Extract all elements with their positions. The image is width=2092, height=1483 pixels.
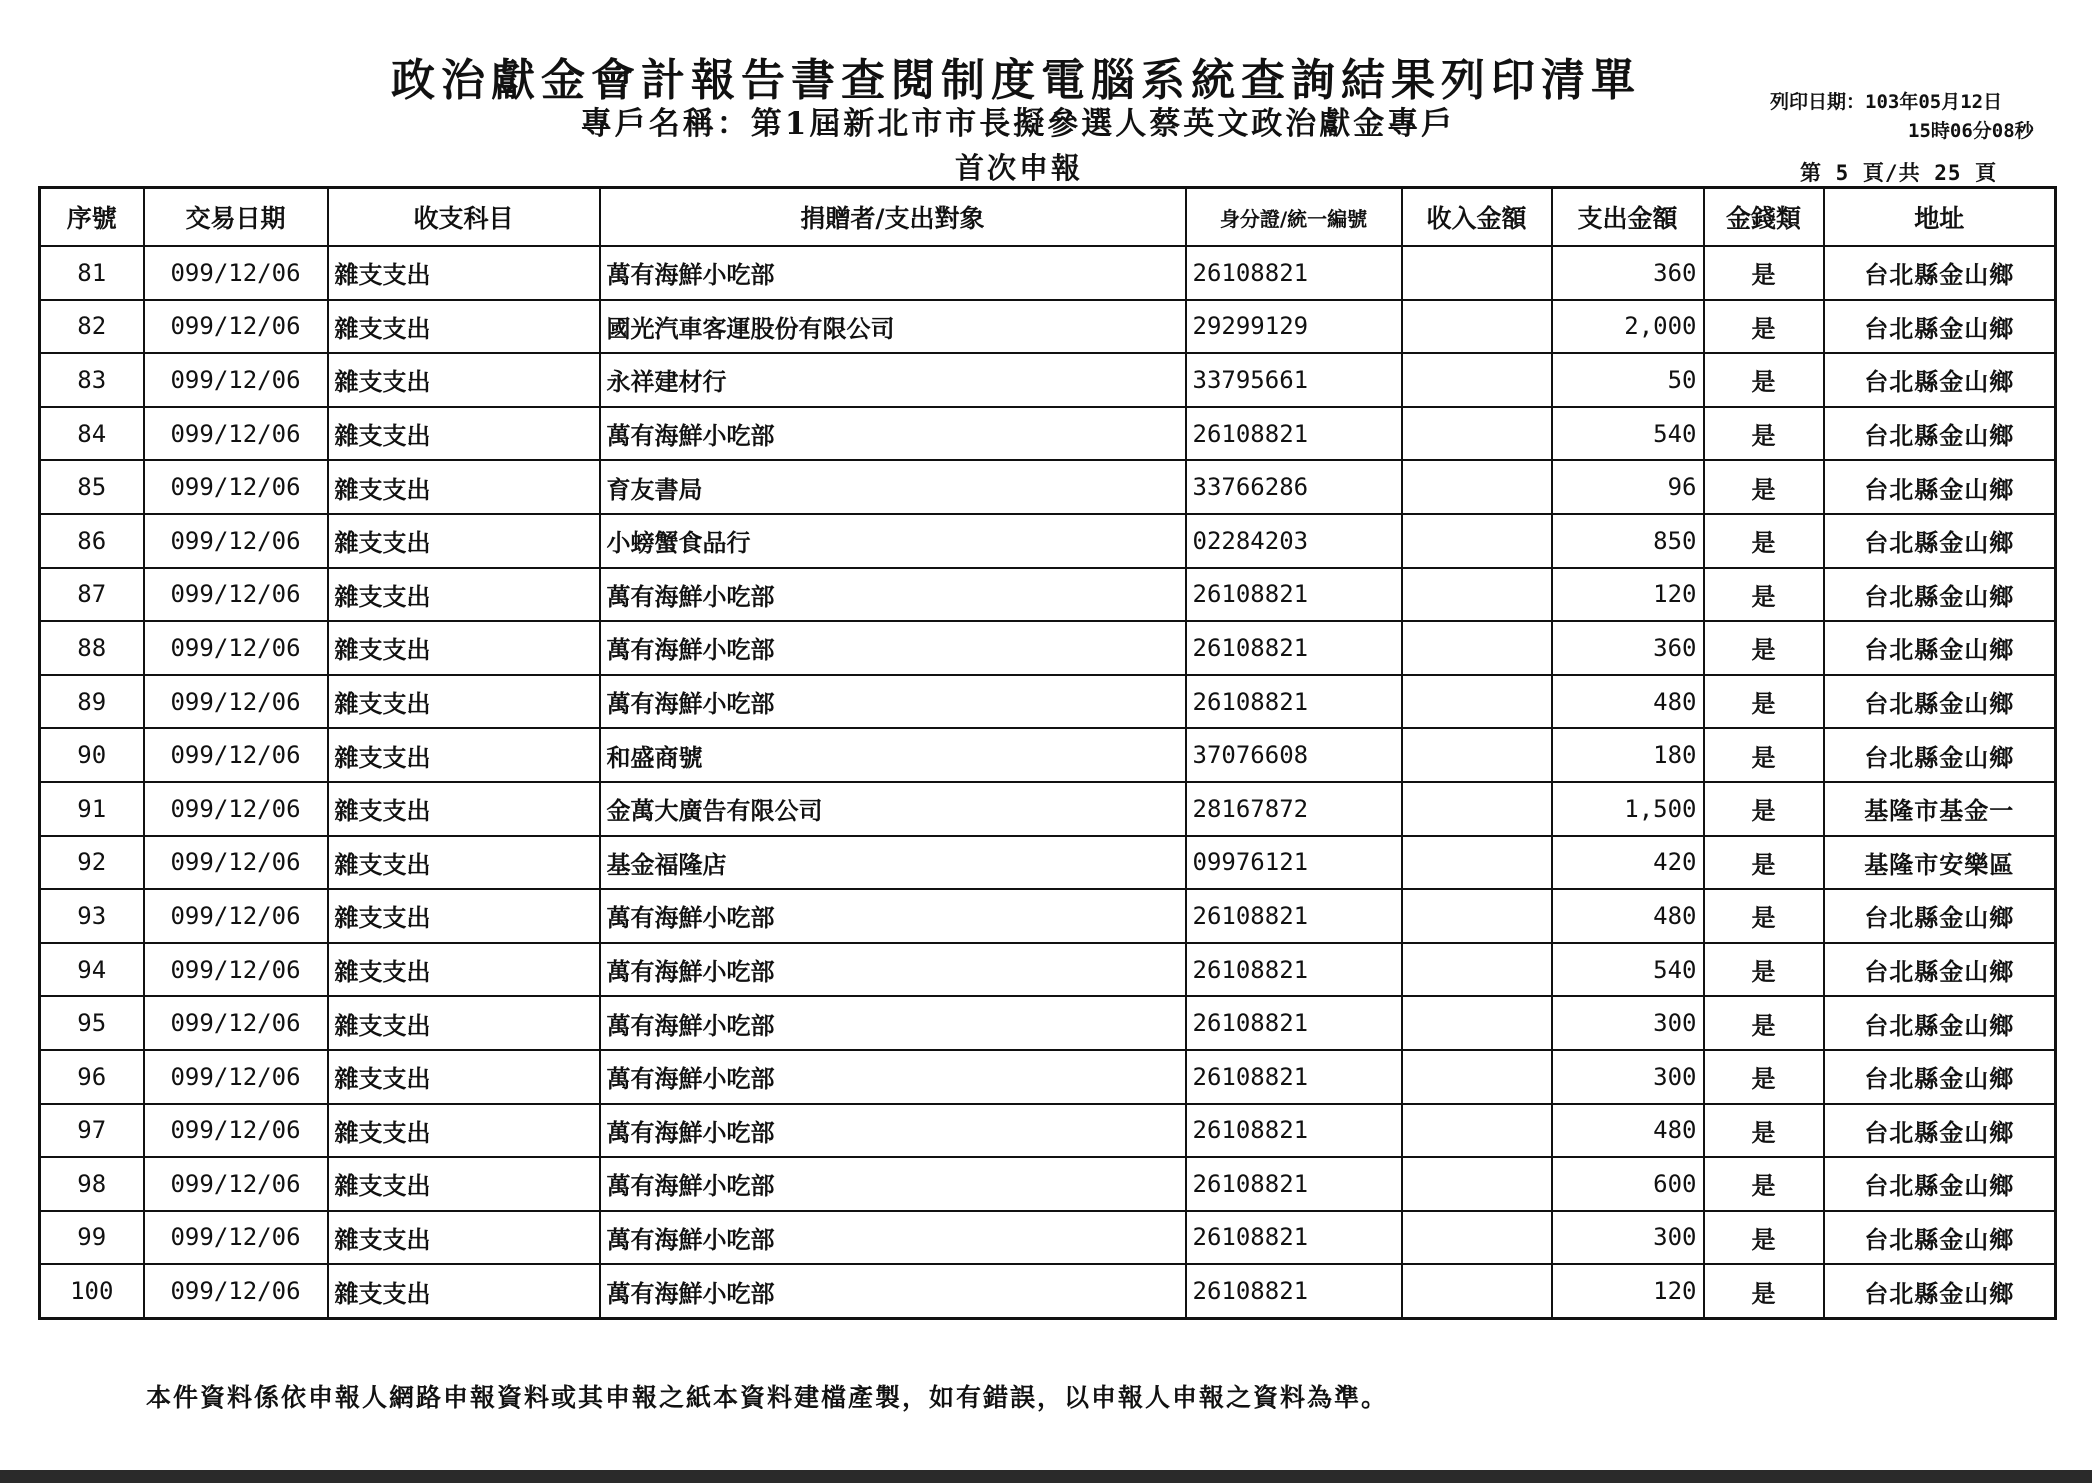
cell-cash: 是 <box>1704 514 1824 568</box>
cell-date: 099/12/06 <box>144 1157 328 1211</box>
cell-payee: 萬有海鮮小吃部 <box>600 1157 1186 1211</box>
cell-no: 97 <box>40 1104 144 1158</box>
cell-expense: 480 <box>1552 675 1704 729</box>
cell-id: 33766286 <box>1186 460 1402 514</box>
cell-address: 台北縣金山鄉 <box>1824 514 2056 568</box>
cell-address: 台北縣金山鄉 <box>1824 1050 2056 1104</box>
cell-subject: 雜支支出 <box>328 836 600 890</box>
cell-date: 099/12/06 <box>144 514 328 568</box>
cell-date: 099/12/06 <box>144 836 328 890</box>
cell-income <box>1402 1264 1552 1318</box>
cell-expense: 1,500 <box>1552 782 1704 836</box>
cell-subject: 雜支支出 <box>328 728 600 782</box>
cell-no: 90 <box>40 728 144 782</box>
cell-cash: 是 <box>1704 943 1824 997</box>
cell-payee: 萬有海鮮小吃部 <box>600 996 1186 1050</box>
cell-expense: 180 <box>1552 728 1704 782</box>
cell-payee: 萬有海鮮小吃部 <box>600 1264 1186 1318</box>
cell-cash: 是 <box>1704 1050 1824 1104</box>
cell-date: 099/12/06 <box>144 300 328 354</box>
col-header-address: 地址 <box>1824 188 2056 247</box>
report-type: 首次申報 <box>955 151 1084 185</box>
cell-address: 台北縣金山鄉 <box>1824 1157 2056 1211</box>
cell-no: 87 <box>40 568 144 622</box>
table-row <box>40 1050 2056 1104</box>
cell-date: 099/12/06 <box>144 782 328 836</box>
table-row <box>40 1104 2056 1158</box>
cell-income <box>1402 782 1552 836</box>
cell-payee: 萬有海鮮小吃部 <box>600 621 1186 675</box>
cell-payee: 萬有海鮮小吃部 <box>600 568 1186 622</box>
cell-cash: 是 <box>1704 568 1824 622</box>
col-header-payee: 捐贈者/支出對象 <box>600 188 1186 247</box>
cell-payee: 萬有海鮮小吃部 <box>600 407 1186 461</box>
print-date-line2: 15時06分08秒 <box>1908 120 2034 142</box>
cell-no: 93 <box>40 889 144 943</box>
col-header-id: 身分證/統一編號 <box>1186 188 1402 247</box>
cell-expense: 50 <box>1552 353 1704 407</box>
cell-address: 台北縣金山鄉 <box>1824 621 2056 675</box>
cell-address: 台北縣金山鄉 <box>1824 996 2056 1050</box>
cell-date: 099/12/06 <box>144 728 328 782</box>
cell-id: 26108821 <box>1186 1050 1402 1104</box>
cell-no: 85 <box>40 460 144 514</box>
cell-address: 台北縣金山鄉 <box>1824 675 2056 729</box>
cell-no: 86 <box>40 514 144 568</box>
table-row <box>40 1157 2056 1211</box>
cell-id: 37076608 <box>1186 728 1402 782</box>
cell-subject: 雜支支出 <box>328 407 600 461</box>
cell-cash: 是 <box>1704 889 1824 943</box>
cell-date: 099/12/06 <box>144 407 328 461</box>
cell-expense: 120 <box>1552 568 1704 622</box>
cell-income <box>1402 889 1552 943</box>
print-date-line1: 列印日期：103年05月12日 <box>1770 91 2003 113</box>
cell-date: 099/12/06 <box>144 675 328 729</box>
cell-cash: 是 <box>1704 996 1824 1050</box>
cell-id: 02284203 <box>1186 514 1402 568</box>
cell-no: 91 <box>40 782 144 836</box>
table-row <box>40 300 2056 354</box>
cell-cash: 是 <box>1704 621 1824 675</box>
cell-id: 26108821 <box>1186 996 1402 1050</box>
cell-date: 099/12/06 <box>144 996 328 1050</box>
cell-subject: 雜支支出 <box>328 1104 600 1158</box>
cell-expense: 540 <box>1552 407 1704 461</box>
cell-date: 099/12/06 <box>144 353 328 407</box>
cell-no: 94 <box>40 943 144 997</box>
table-row <box>40 836 2056 890</box>
col-header-no: 序號 <box>40 188 144 247</box>
cell-address: 基隆市安樂區 <box>1824 836 2056 890</box>
cell-subject: 雜支支出 <box>328 514 600 568</box>
cell-income <box>1402 1104 1552 1158</box>
cell-date: 099/12/06 <box>144 1264 328 1318</box>
col-header-cash: 金錢類 <box>1704 188 1824 247</box>
cell-expense: 540 <box>1552 943 1704 997</box>
cell-no: 81 <box>40 246 144 300</box>
cell-cash: 是 <box>1704 836 1824 890</box>
table-row <box>40 943 2056 997</box>
cell-id: 33795661 <box>1186 353 1402 407</box>
cell-subject: 雜支支出 <box>328 1050 600 1104</box>
cell-payee: 萬有海鮮小吃部 <box>600 1050 1186 1104</box>
cell-address: 台北縣金山鄉 <box>1824 1104 2056 1158</box>
cell-expense: 300 <box>1552 1050 1704 1104</box>
cell-expense: 360 <box>1552 621 1704 675</box>
cell-address: 台北縣金山鄉 <box>1824 353 2056 407</box>
cell-subject: 雜支支出 <box>328 943 600 997</box>
transaction-table <box>38 186 2057 1320</box>
cell-income <box>1402 246 1552 300</box>
cell-subject: 雜支支出 <box>328 353 600 407</box>
cell-expense: 480 <box>1552 1104 1704 1158</box>
cell-expense: 420 <box>1552 836 1704 890</box>
cell-address: 台北縣金山鄉 <box>1824 407 2056 461</box>
cell-id: 26108821 <box>1186 889 1402 943</box>
cell-no: 98 <box>40 1157 144 1211</box>
cell-payee: 小螃蟹食品行 <box>600 514 1186 568</box>
table-row <box>40 568 2056 622</box>
cell-date: 099/12/06 <box>144 1104 328 1158</box>
cell-payee: 永祥建材行 <box>600 353 1186 407</box>
cell-payee: 育友書局 <box>600 460 1186 514</box>
cell-cash: 是 <box>1704 1157 1824 1211</box>
cell-income <box>1402 1211 1552 1265</box>
col-header-income: 收入金額 <box>1402 188 1552 247</box>
cell-income <box>1402 568 1552 622</box>
cell-subject: 雜支支出 <box>328 568 600 622</box>
cell-id: 26108821 <box>1186 1264 1402 1318</box>
cell-address: 台北縣金山鄉 <box>1824 1264 2056 1318</box>
cell-expense: 300 <box>1552 1211 1704 1265</box>
table-row <box>40 1211 2056 1265</box>
cell-subject: 雜支支出 <box>328 621 600 675</box>
cell-subject: 雜支支出 <box>328 246 600 300</box>
cell-subject: 雜支支出 <box>328 460 600 514</box>
cell-subject: 雜支支出 <box>328 889 600 943</box>
cell-no: 84 <box>40 407 144 461</box>
cell-expense: 2,000 <box>1552 300 1704 354</box>
cell-expense: 120 <box>1552 1264 1704 1318</box>
cell-id: 26108821 <box>1186 407 1402 461</box>
table-body <box>40 246 2056 1318</box>
table-row <box>40 353 2056 407</box>
cell-expense: 600 <box>1552 1157 1704 1211</box>
cell-income <box>1402 996 1552 1050</box>
table-row <box>40 621 2056 675</box>
cell-payee: 國光汽車客運股份有限公司 <box>600 300 1186 354</box>
table-row <box>40 1264 2056 1318</box>
cell-subject: 雜支支出 <box>328 1157 600 1211</box>
cell-payee: 基金福隆店 <box>600 836 1186 890</box>
cell-no: 83 <box>40 353 144 407</box>
cell-income <box>1402 621 1552 675</box>
cell-id: 26108821 <box>1186 1157 1402 1211</box>
col-header-subject: 收支科目 <box>328 188 600 247</box>
cell-id: 29299129 <box>1186 300 1402 354</box>
cell-subject: 雜支支出 <box>328 996 600 1050</box>
cell-date: 099/12/06 <box>144 621 328 675</box>
cell-payee: 和盛商號 <box>600 728 1186 782</box>
cell-id: 26108821 <box>1186 621 1402 675</box>
cell-id: 09976121 <box>1186 836 1402 890</box>
table-row <box>40 246 2056 300</box>
cell-expense: 360 <box>1552 246 1704 300</box>
cell-expense: 850 <box>1552 514 1704 568</box>
table-row <box>40 889 2056 943</box>
cell-no: 96 <box>40 1050 144 1104</box>
cell-address: 基隆市基金一 <box>1824 782 2056 836</box>
cell-cash: 是 <box>1704 1264 1824 1318</box>
table-row <box>40 675 2056 729</box>
cell-id: 26108821 <box>1186 675 1402 729</box>
col-header-expense: 支出金額 <box>1552 188 1704 247</box>
cell-income <box>1402 460 1552 514</box>
cell-no: 88 <box>40 621 144 675</box>
cell-cash: 是 <box>1704 407 1824 461</box>
cell-cash: 是 <box>1704 728 1824 782</box>
cell-cash: 是 <box>1704 246 1824 300</box>
cell-subject: 雜支支出 <box>328 1211 600 1265</box>
cell-payee: 萬有海鮮小吃部 <box>600 1104 1186 1158</box>
cell-income <box>1402 675 1552 729</box>
cell-id: 26108821 <box>1186 568 1402 622</box>
cell-expense: 480 <box>1552 889 1704 943</box>
table-row <box>40 407 2056 461</box>
cell-cash: 是 <box>1704 353 1824 407</box>
cell-income <box>1402 514 1552 568</box>
scan-edge-strip <box>0 1470 2092 1483</box>
cell-cash: 是 <box>1704 460 1824 514</box>
cell-no: 99 <box>40 1211 144 1265</box>
cell-subject: 雜支支出 <box>328 782 600 836</box>
cell-no: 92 <box>40 836 144 890</box>
cell-cash: 是 <box>1704 782 1824 836</box>
cell-income <box>1402 836 1552 890</box>
cell-income <box>1402 943 1552 997</box>
cell-income <box>1402 300 1552 354</box>
cell-income <box>1402 407 1552 461</box>
cell-payee: 萬有海鮮小吃部 <box>600 943 1186 997</box>
cell-subject: 雜支支出 <box>328 300 600 354</box>
cell-income <box>1402 1050 1552 1104</box>
cell-no: 100 <box>40 1264 144 1318</box>
cell-date: 099/12/06 <box>144 246 328 300</box>
page-info: 第 5 頁/共 25 頁 <box>1800 161 1998 185</box>
cell-income <box>1402 728 1552 782</box>
cell-date: 099/12/06 <box>144 1050 328 1104</box>
table-row <box>40 996 2056 1050</box>
col-header-date: 交易日期 <box>144 188 328 247</box>
cell-income <box>1402 1157 1552 1211</box>
table-row <box>40 514 2056 568</box>
cell-address: 台北縣金山鄉 <box>1824 728 2056 782</box>
cell-payee: 金萬大廣告有限公司 <box>600 782 1186 836</box>
cell-id: 26108821 <box>1186 246 1402 300</box>
cell-payee: 萬有海鮮小吃部 <box>600 246 1186 300</box>
cell-address: 台北縣金山鄉 <box>1824 1211 2056 1265</box>
cell-subject: 雜支支出 <box>328 675 600 729</box>
cell-date: 099/12/06 <box>144 943 328 997</box>
cell-payee: 萬有海鮮小吃部 <box>600 1211 1186 1265</box>
table-row <box>40 460 2056 514</box>
cell-no: 89 <box>40 675 144 729</box>
cell-id: 28167872 <box>1186 782 1402 836</box>
report-title: 政治獻金會計報告書查閱制度電腦系統查詢結果列印清單 <box>391 55 1641 106</box>
cell-address: 台北縣金山鄉 <box>1824 460 2056 514</box>
cell-cash: 是 <box>1704 300 1824 354</box>
print-date <box>1770 88 2060 146</box>
cell-id: 26108821 <box>1186 1211 1402 1265</box>
cell-expense: 96 <box>1552 460 1704 514</box>
cell-no: 82 <box>40 300 144 354</box>
account-name: 專戶名稱：第1屆新北市市長擬參選人蔡英文政治獻金專戶 <box>580 106 1456 142</box>
cell-address: 台北縣金山鄉 <box>1824 568 2056 622</box>
cell-cash: 是 <box>1704 675 1824 729</box>
cell-cash: 是 <box>1704 1104 1824 1158</box>
table-row <box>40 728 2056 782</box>
cell-expense: 300 <box>1552 996 1704 1050</box>
cell-date: 099/12/06 <box>144 1211 328 1265</box>
cell-no: 95 <box>40 996 144 1050</box>
cell-address: 台北縣金山鄉 <box>1824 889 2056 943</box>
table-row <box>40 782 2056 836</box>
cell-subject: 雜支支出 <box>328 1264 600 1318</box>
cell-date: 099/12/06 <box>144 889 328 943</box>
cell-payee: 萬有海鮮小吃部 <box>600 889 1186 943</box>
cell-date: 099/12/06 <box>144 460 328 514</box>
cell-address: 台北縣金山鄉 <box>1824 300 2056 354</box>
table-header-row <box>40 188 2056 247</box>
cell-id: 26108821 <box>1186 1104 1402 1158</box>
cell-date: 099/12/06 <box>144 568 328 622</box>
cell-cash: 是 <box>1704 1211 1824 1265</box>
footer-note: 本件資料係依申報人網路申報資料或其申報之紙本資料建檔產製，如有錯誤，以申報人申報之資料為準。 <box>146 1383 1389 1412</box>
cell-address: 台北縣金山鄉 <box>1824 943 2056 997</box>
cell-payee: 萬有海鮮小吃部 <box>600 675 1186 729</box>
cell-address: 台北縣金山鄉 <box>1824 246 2056 300</box>
cell-income <box>1402 353 1552 407</box>
cell-id: 26108821 <box>1186 943 1402 997</box>
